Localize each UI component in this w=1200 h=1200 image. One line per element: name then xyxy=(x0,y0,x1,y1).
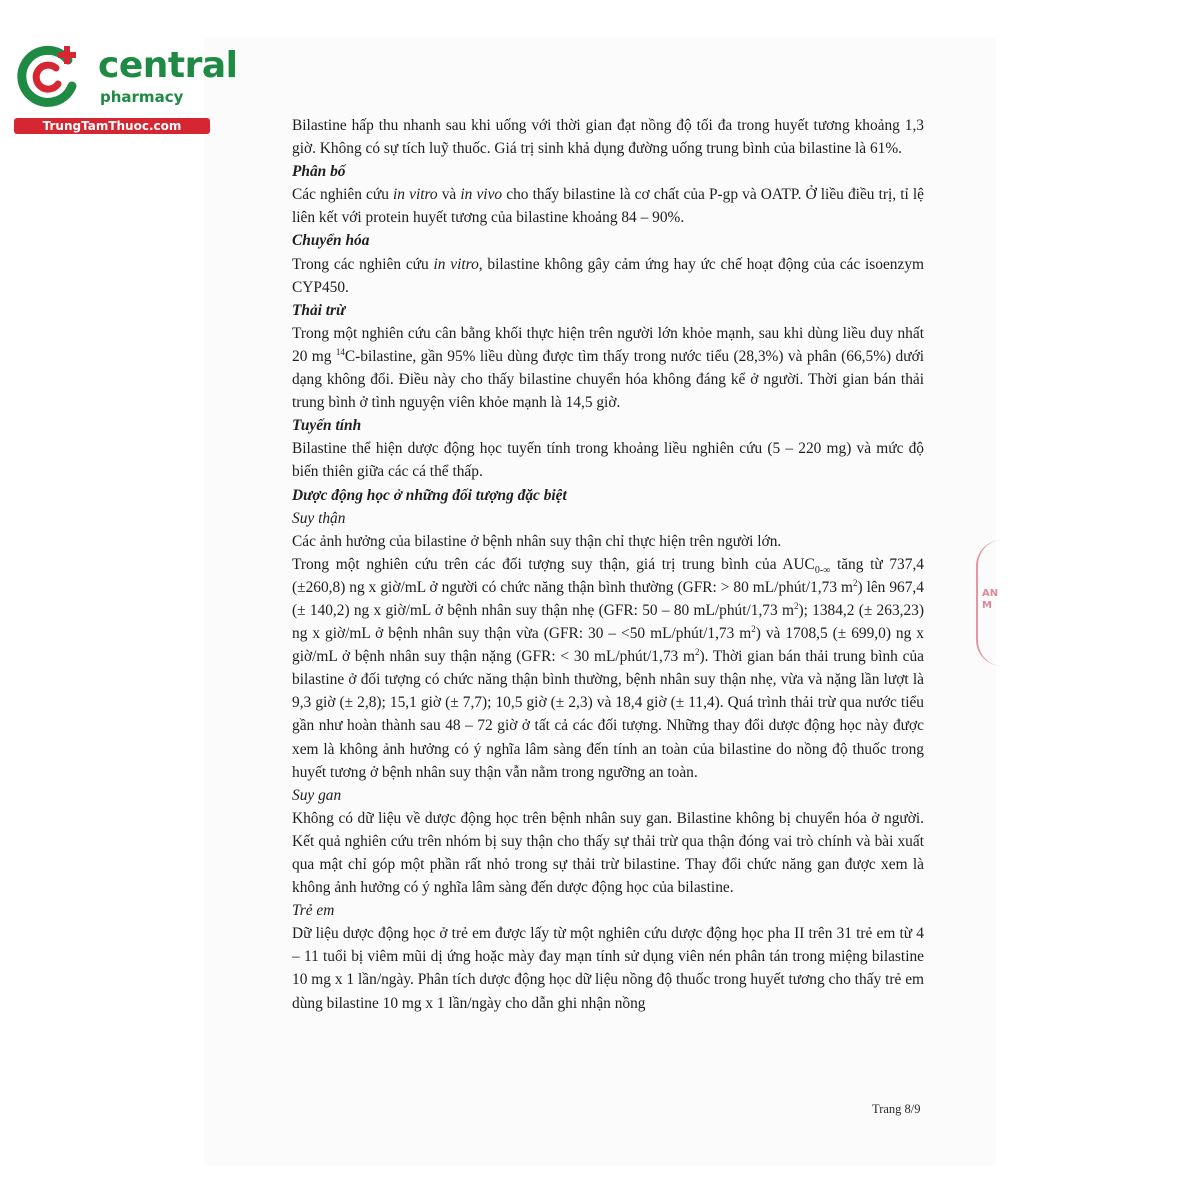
paragraph-metabolism: Trong các nghiên cứu in vitro, bilastine không gây cảm ứng hay ức chế hoạt động của các isoenzym CYP450. xyxy=(292,255,924,296)
subheading-renal: Suy thận xyxy=(292,509,346,527)
central-pharmacy-logo[interactable] xyxy=(12,38,238,134)
document-body xyxy=(292,114,924,1015)
paragraph-pediatric: Dữ liệu dược động học ở trẻ em được lấy từ một nghiên cứu dược động học pha II trên 31 trẻ em từ 4 – 11 tuổi bị viêm mũi dị ứng hoặc mày đay mạn tính sử dụng viên nén phân tán trong miệng bilastine 10 mg x 1 lần/ngày. Phân tích dược động học dữ liệu nồng độ thuốc trong huyết tương cho thấy trẻ em dùng bilastine 10 mg x 1 lần/ngày cho dẫn ghi nhận nồng xyxy=(292,925,924,1012)
logo-name: central xyxy=(98,45,238,86)
paragraph-linearity: Bilastine thể hiện dược động học tuyến tính trong khoảng liều nghiên cứu (5 – 220 mg) và mức độ biến thiên giữa các cá thể thấp. xyxy=(292,440,924,481)
pharmacy-logo-icon xyxy=(12,40,84,112)
logo-website[interactable]: TrungTamThuoc.com xyxy=(14,118,210,134)
paragraph-absorption: Bilastine hấp thu nhanh sau khi uống với thời gian đạt nồng độ tối đa trong huyết tương khoảng 1,3 giờ. Không có sự tích luỹ thuốc. Giá trị sinh khả dụng đường uống trung bình của bilastine là 61%. xyxy=(292,117,924,158)
stamp-line-2: M xyxy=(982,600,992,611)
subheading-hepatic: Suy gan xyxy=(292,786,342,804)
heading-linearity: Tuyến tính xyxy=(292,417,362,435)
heading-elimination: Thải trừ xyxy=(292,301,346,319)
paragraph-renal-detail: Trong một nghiên cứu trên các đối tượng suy thận, giá trị trung bình của $AUC_{0-\infty}$ tăng từ 737,4 (±260,8) ng x giờ/mL ở người có chức năng thận bình thường (GFR: > 80 mL/phút/1,73 $m^2$) lên 967,4 (± 140,2) ng x giờ/mL ở bệnh nhân suy thận nhẹ (GFR: 50 – 80 mL/phút/1,73 $m^2$); 1384,2 (± 263,23) ng x giờ/mL ở bệnh nhân suy thận vừa (GFR: 30 – <50 mL/phút/1,73 $m^2$) và 1708,5 (± 699,0) ng x giờ/mL ở bệnh nhân suy thận nặng (GFR: < 30 mL/phút/1,73 $m^2$). Thời gian bán thải trung bình của bilastine ở đối tượng có chức năng thận bình thường, bệnh nhân suy thận nhẹ, vừa và nặng lần lượt là 9,3 giờ (± 2,8); 15,1 giờ (± 7,7); 10,5 giờ (± 2,3) và 18,4 giờ (± 11,4). Quá trình thải trừ qua nước tiểu gần như hoàn thành sau 48 – 72 giờ ở tất cả các đối tượng. Những thay đổi dược động học này được xem là không ảnh hưởng có ý nghĩa lâm sàng đến tính an toàn của bilastine do nồng độ thuốc trong huyết tương ở bệnh nhân suy thận vẫn nằm trong ngưỡng an toàn. xyxy=(292,555,924,781)
heading-metabolism: Chuyển hóa xyxy=(292,232,370,250)
page-number: Trang 8/9 xyxy=(872,1102,921,1116)
paragraph-hepatic: Không có dữ liệu về dược động học trên bệnh nhân suy gan. Bilastine không bị chuyển hóa ở người. Kết quả nghiên cứu trên nhóm bị suy thận cho thấy sự thải trừ qua thận đóng vai trò chính và bài xuất qua mật chỉ góp một phần rất nhỏ trong sự thải trừ bilastine. Thay đổi chức năng gan được xem là không ảnh hưởng có ý nghĩa lâm sàng đến dược động học của bilastine. xyxy=(292,809,924,897)
logo-subtitle: pharmacy xyxy=(100,88,184,106)
subheading-pediatric: Trẻ em xyxy=(292,902,335,920)
heading-distribution: Phân bố xyxy=(292,163,346,181)
stamp-line-1: AN xyxy=(982,588,999,599)
paragraph-distribution: Các nghiên cứu in vitro và in vivo cho thấy bilastine là cơ chất của P-gp và OATP. Ở liều điều trị, tỉ lệ liên kết với protein huyết tương của bilastine khoảng 84 – 90%. xyxy=(292,186,924,227)
heading-special-populations: Dược động học ở những đối tượng đặc biệt xyxy=(292,486,567,504)
paragraph-elimination: Trong một nghiên cứu cân bằng khối thực hiện trên người lớn khỏe mạnh, sau khi dùng liều duy nhất 20 mg $^{14}$C-bilastine, gần 95% liều dùng được tìm thấy trong nước tiểu (28,3%) và phân (66,5%) dưới dạng không đổi. Điều này cho thấy bilastine chuyển hóa không đáng kể ở người. Thời gian bán thải trung bình ở tình nguyện viên khỏe mạnh là 14,5 giờ. xyxy=(292,324,924,412)
paragraph-renal-intro: Các ảnh hưởng của bilastine ở bệnh nhân suy thận chỉ thực hiện trên người lớn. xyxy=(292,532,782,550)
stamp-text xyxy=(982,588,998,612)
